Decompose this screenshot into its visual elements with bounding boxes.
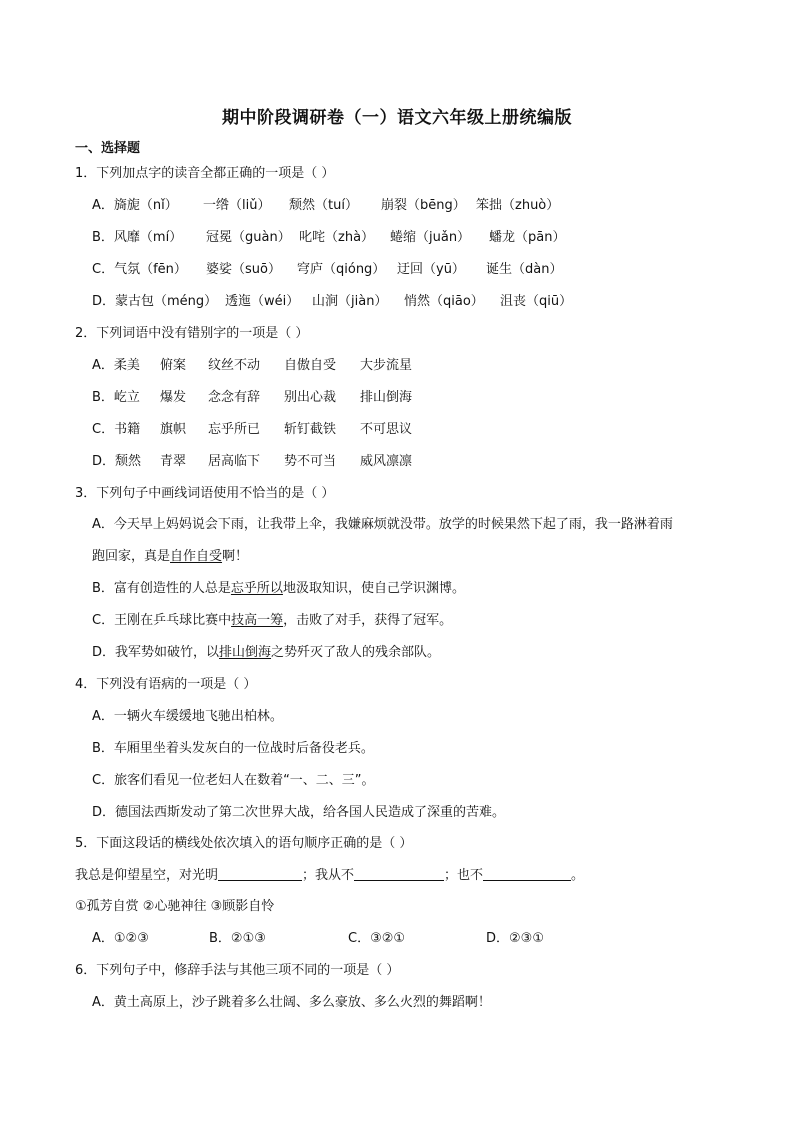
option-text: A．①②③ bbox=[92, 931, 149, 946]
option-text: D．颓然 bbox=[92, 454, 142, 469]
q6-option-a: A．黄土高原上，沙子跳着多么壮阔、多么豪放、多么火烈的舞蹈啊！ bbox=[92, 995, 491, 1010]
option-text: 俯案 bbox=[160, 358, 187, 373]
q3-option-a-line1: A．今天早上妈妈说会下雨，让我带上伞，我嫌麻烦就没带。放学的时候果然下起了雨，我一路淋着雨 bbox=[92, 517, 673, 532]
option-text: 不可思议 bbox=[360, 422, 413, 437]
q3-option-d bbox=[92, 644, 440, 662]
option-text: 婆娑（suō） bbox=[206, 262, 281, 277]
option-text: 穹庐（qióng） bbox=[297, 262, 386, 277]
option-text: 忘乎所已 bbox=[208, 422, 261, 437]
underlined-word: 排山倒海 bbox=[219, 645, 272, 660]
text: ；也不 bbox=[444, 868, 484, 883]
q4-option-c: C．旅客们看见一位老妇人在数着“一、二、三”。 bbox=[92, 773, 375, 788]
text: D．我军势如破竹，以 bbox=[92, 645, 220, 660]
option-text: 青翠 bbox=[160, 454, 187, 469]
text: 地汲取知识，使自己学识渊博。 bbox=[282, 581, 465, 596]
option-text: B．②①③ bbox=[209, 931, 266, 946]
question-5-stem: 5．下面这段话的横线处依次填入的语句顺序正确的是（ ） bbox=[75, 836, 413, 851]
answer-blank bbox=[483, 867, 571, 881]
question-3-stem: 3．下列句子中画线词语使用不恰当的是（ ） bbox=[75, 486, 335, 501]
option-text: A．柔美 bbox=[92, 358, 140, 373]
option-text: B．屹立 bbox=[92, 390, 140, 405]
option-text: 冠冕（guàn） bbox=[206, 230, 291, 245]
option-text: 居高临下 bbox=[208, 454, 261, 469]
question-1-stem: 1．下列加点字的读音全都正确的一项是（ ） bbox=[75, 166, 335, 181]
underlined-word: 忘乎所以 bbox=[230, 581, 283, 596]
q3-option-c bbox=[92, 612, 452, 630]
option-text: 旗帜 bbox=[160, 422, 187, 437]
text: 之势歼灭了敌人的残余部队。 bbox=[271, 645, 441, 660]
q3-option-b bbox=[92, 580, 465, 598]
q4-option-b: B．车厢里坐着头发灰白的一位战时后备役老兵。 bbox=[92, 741, 374, 756]
q3-option-a-line2 bbox=[92, 548, 248, 566]
option-text: 威风凛凛 bbox=[360, 454, 413, 469]
text: 我总是仰望星空，对光明 bbox=[75, 868, 219, 883]
option-text: C．书籍 bbox=[92, 422, 141, 437]
question-2-stem: 2．下列词语中没有错别字的一项是（ ） bbox=[75, 326, 309, 341]
option-text: 诞生（dàn） bbox=[486, 262, 563, 277]
section-heading: 一、选择题 bbox=[75, 141, 141, 156]
option-text: 透迤（wéi） bbox=[225, 294, 300, 309]
option-text: 念念有辞 bbox=[208, 390, 261, 405]
option-text: 蟠龙（pān） bbox=[489, 230, 566, 245]
q4-option-a: A．一辆火车缓缓地飞驰出柏林。 bbox=[92, 709, 283, 724]
text: ，击败了对手，获得了冠军。 bbox=[283, 613, 453, 628]
option-text: 沮丧（qiū） bbox=[500, 294, 573, 309]
option-text: 别出心裁 bbox=[284, 390, 337, 405]
option-text: 迂回（yū） bbox=[397, 262, 465, 277]
option-text: 笨拙（zhuò） bbox=[476, 198, 560, 213]
option-text: 爆发 bbox=[160, 390, 187, 405]
option-text: 叱咤（zhà） bbox=[299, 230, 375, 245]
page-title: 期中阶段调研卷（一）语文六年级上册统编版 bbox=[222, 108, 572, 128]
option-text: D．蒙古包（méng） bbox=[92, 294, 218, 309]
option-text: B．风靡（mí） bbox=[92, 230, 183, 245]
q5-choices: ①孤芳自赏 ②心驰神往 ③顾影自怜 bbox=[75, 899, 275, 914]
question-4-stem: 4．下列没有语病的一项是（ ） bbox=[75, 677, 257, 692]
answer-blank bbox=[218, 867, 302, 881]
option-text: D．②③① bbox=[486, 931, 544, 946]
text: 啊！ bbox=[222, 549, 249, 564]
option-text: 斩钉截铁 bbox=[284, 422, 337, 437]
q4-option-d: D．德国法西斯发动了第二次世界大战，给各国人民造成了深重的苦难。 bbox=[92, 805, 506, 820]
text: ；我从不 bbox=[302, 868, 355, 883]
option-text: 悄然（qiāo） bbox=[404, 294, 484, 309]
option-text: 自傲自受 bbox=[284, 358, 337, 373]
option-text: A．旖旎（nǐ） bbox=[92, 198, 178, 213]
option-text: 山涧（jiàn） bbox=[312, 294, 388, 309]
option-text: 颓然（tuí） bbox=[289, 198, 358, 213]
option-text: C．气氛（fēn） bbox=[92, 262, 187, 277]
option-text: 崩裂（bēng） bbox=[381, 198, 466, 213]
q5-passage bbox=[75, 867, 584, 885]
option-text: 一绺（liǔ） bbox=[203, 198, 271, 213]
option-text: 势不可当 bbox=[284, 454, 337, 469]
text: C．王刚在乒乓球比赛中 bbox=[92, 613, 232, 628]
underlined-word: 技高一筹 bbox=[231, 613, 284, 628]
text: B．富有创造性的人总是 bbox=[92, 581, 231, 596]
option-text: C．③②① bbox=[348, 931, 406, 946]
underlined-word: 自作自受 bbox=[170, 549, 223, 564]
option-text: 大步流星 bbox=[360, 358, 413, 373]
text: 。 bbox=[571, 868, 585, 883]
question-6-stem: 6．下列句子中，修辞手法与其他三项不同的一项是（ ） bbox=[75, 963, 400, 978]
option-text: 蜷缩（juǎn） bbox=[390, 230, 471, 245]
text: 跑回家，真是 bbox=[92, 549, 171, 564]
option-text: 排山倒海 bbox=[360, 390, 413, 405]
option-text: 纹丝不动 bbox=[208, 358, 261, 373]
answer-blank bbox=[354, 867, 444, 881]
